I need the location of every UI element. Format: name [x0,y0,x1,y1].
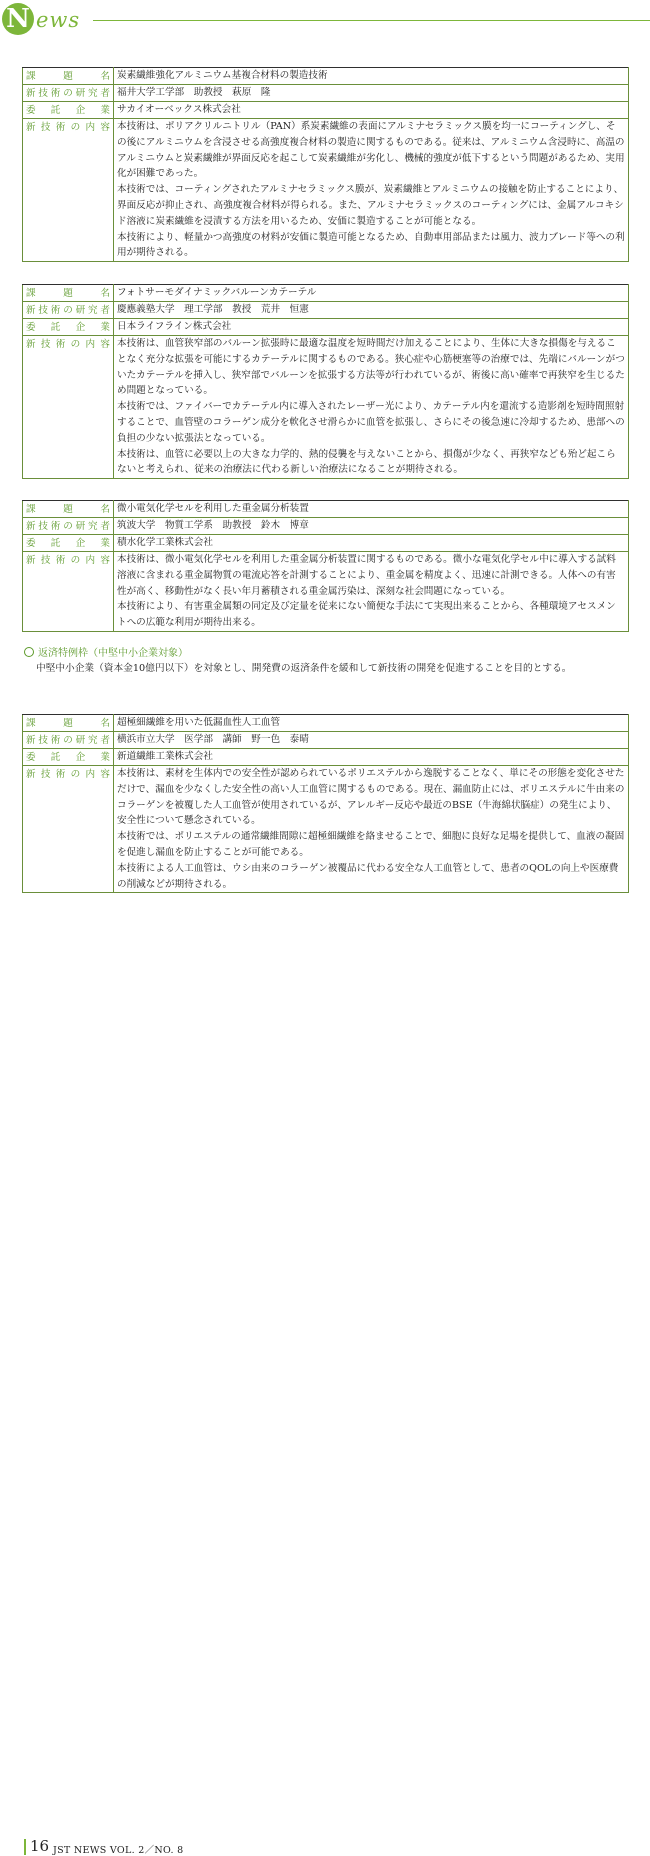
entry-table [22,284,629,479]
special-heading [24,644,644,659]
special-description: 中堅中小企業（資本金10億円以下）を対象とし、開発費の返済条件を緩和して新技術の開発を促進することを目的とする。 [36,663,572,674]
entry-1 [22,67,629,262]
entry-researcher: 横浜市立大学 医学部 講師 野一色 泰晴 [114,732,629,749]
entry-company: サカイオーベックス株式会社 [114,102,629,119]
title-label: 課 題 名 [23,68,114,85]
entry-company: 積水化学工業株式会社 [114,535,629,552]
news-logo-circle: N [2,3,34,35]
news-logo-text: ews [36,8,81,32]
circle-bullet-icon [24,647,34,657]
company-label: 委 託 企 業 [23,102,114,119]
footer-accent-bar [24,1839,26,1855]
content-label: 新 技 術 の 内 容 [23,766,114,893]
content-label: 新 技 術 の 内 容 [23,552,114,632]
content-paragraph: 本技術では、コーティングされたアルミナセラミックス膜が、炭素繊維とアルミニウムの接触を防止することにより、界面反応が抑止され、高強度複合材料が得られる。また、アルミナセラミックスのコーティングには、金属アルコキシド溶液に炭素繊維を浸漬する方法を用いるため、安価に製造することが可能となる。 [117,184,624,227]
content-paragraph: 本技術では、ファイバーでカテーテル内に導入されたレーザー光により、カテーテル内を還流する造影剤を短時間照射することで、血管壁のコラーゲン成分を軟化させ滑らかに血管を拡張し、さらにその後急速に冷却するため、患部への負担の少ない拡張法となっている。 [117,401,625,444]
content-label: 新 技 術 の 内 容 [23,336,114,479]
entry-researcher: 慶應義塾大学 理工学部 教授 荒井 恒憲 [114,302,629,319]
entry-company: 日本ライフライン株式会社 [114,319,629,336]
content-paragraph: 本技術では、ポリエステルの通常繊維間隙に超極細繊維を絡ませることで、細胞に良好な足場を提供して、血液の凝固を促進し漏血を防止することが可能である。 [117,831,625,858]
entry-company: 新道繊維工業株式会社 [114,749,629,766]
entry-content [114,336,629,479]
page-number: 16 [30,1837,50,1855]
content-paragraph: 本技術により、軽量かつ高強度の材料が安価に製造可能となるため、自動車用部品または風力、波力ブレード等への利用が期待される。 [117,231,625,259]
content-paragraph: 本技術は、素材を生体内での安全性が認められているポリエステルから逸脱することなく、単にその形態を変化させただけで、漏血を少なくした安全性の高い人工血管に関するものである。現在、漏血防止には、ポリエステルに牛由来のコラーゲンを被覆した人工血管が使用されているが、アレルギー反応や最近のBSE（牛海綿状脳症）の発生により、安全性について懸念されている。 [117,768,625,827]
page-footer [0,909,650,1856]
content-paragraph: 本技術は、微小電気化学セルを利用した重金属分析装置に関するものである。微小な電気化学セル中に導入する試料溶液に含まれる重金属物質の電流応答を計測することにより、重金属を精度よく、迅速に計測できる。人体への有害性が高く、移動性がなく長い年月蓄積される重金属汚染は、深刻な社会問題になっている。 [117,554,616,597]
researcher-label: 新技術の研究者 [23,518,114,535]
content-paragraph: 本技術は、血管狭窄部のバルーン拡張時に最適な温度を短時間だけ加えることにより、生体に大きな損傷を与えることなく充分な拡張を可能にするカテーテルに関するものである。狭心症や心筋梗塞等の治療では、先端にバルーンがついたカテーテルを挿入し、狭窄部でバルーンを拡張する方法等が行われているが、術後に高い確率で再狭窄を生じるため問題となっている。 [117,338,625,397]
researcher-label: 新技術の研究者 [23,732,114,749]
entry-table [22,500,629,632]
entry-2 [22,284,629,479]
page-header [0,0,650,40]
content-paragraph: 本技術は、ポリアクリルニトリル（PAN）系炭素繊維の表面にアルミナセラミックス膜を均一にコーティングし、その後にアルミニウムを含浸させる高強度複合材料の製造に関するものである。従来は、アルミニウム含浸時に、高温のアルミニウムと炭素繊維が界面反応を起こして炭素繊維が劣化し、機械的強度が低下するという問題があるため、実用化が困難であった。 [117,121,625,180]
researcher-label: 新技術の研究者 [23,85,114,102]
publication-title: JST NEWS VOL. 2／NO. 8 [53,1845,184,1856]
entry-researcher: 筑波大学 物質工学系 助教授 鈴木 博章 [114,518,629,535]
content-label: 新 技 術 の 内 容 [23,119,114,262]
entry-4 [22,714,629,893]
header-rule [93,20,650,21]
entry-table [22,67,629,262]
entry-table [22,714,629,893]
entry-title: 超極細繊維を用いた低漏血性人工血管 [114,715,629,732]
company-label: 委 託 企 業 [23,749,114,766]
content-paragraph: 本技術により、有害重金属類の同定及び定量を従来にない簡便な手法にて実現出来ることから、各種環境アセスメントへの広範な利用が期待出来る。 [117,601,616,629]
entry-title: フォトサーモダイナミックバルーンカテーテル [114,285,629,302]
title-label: 課 題 名 [23,285,114,302]
entry-content [114,119,629,262]
special-heading-text: 返済特例枠（中堅中小企業対象） [38,648,188,659]
content-paragraph: 本技術による人工血管は、ウシ由来のコラーゲン被覆品に代わる安全な人工血管として、患者のQOLの向上や医療費の削減などが期待される。 [117,862,619,890]
title-label: 課 題 名 [23,501,114,518]
entry-title: 微小電気化学セルを利用した重金属分析装置 [114,501,629,518]
title-label: 課 題 名 [23,715,114,732]
entry-title: 炭素繊維強化アルミニウム基複合材料の製造技術 [114,68,629,85]
entry-3 [22,500,629,632]
content-paragraph: 本技術は、血管に必要以上の大きな力学的、熱的侵襲を与えないことから、損傷が少なく、再狭窄なども殆ど起こらないと考えられ、従来の治療法に代わる新しい治療法になることが期待される。 [117,448,616,476]
entry-content [114,766,629,893]
researcher-label: 新技術の研究者 [23,302,114,319]
entry-content [114,552,629,632]
entry-researcher: 福井大学工学部 助教授 萩原 隆 [114,85,629,102]
company-label: 委 託 企 業 [23,319,114,336]
company-label: 委 託 企 業 [23,535,114,552]
